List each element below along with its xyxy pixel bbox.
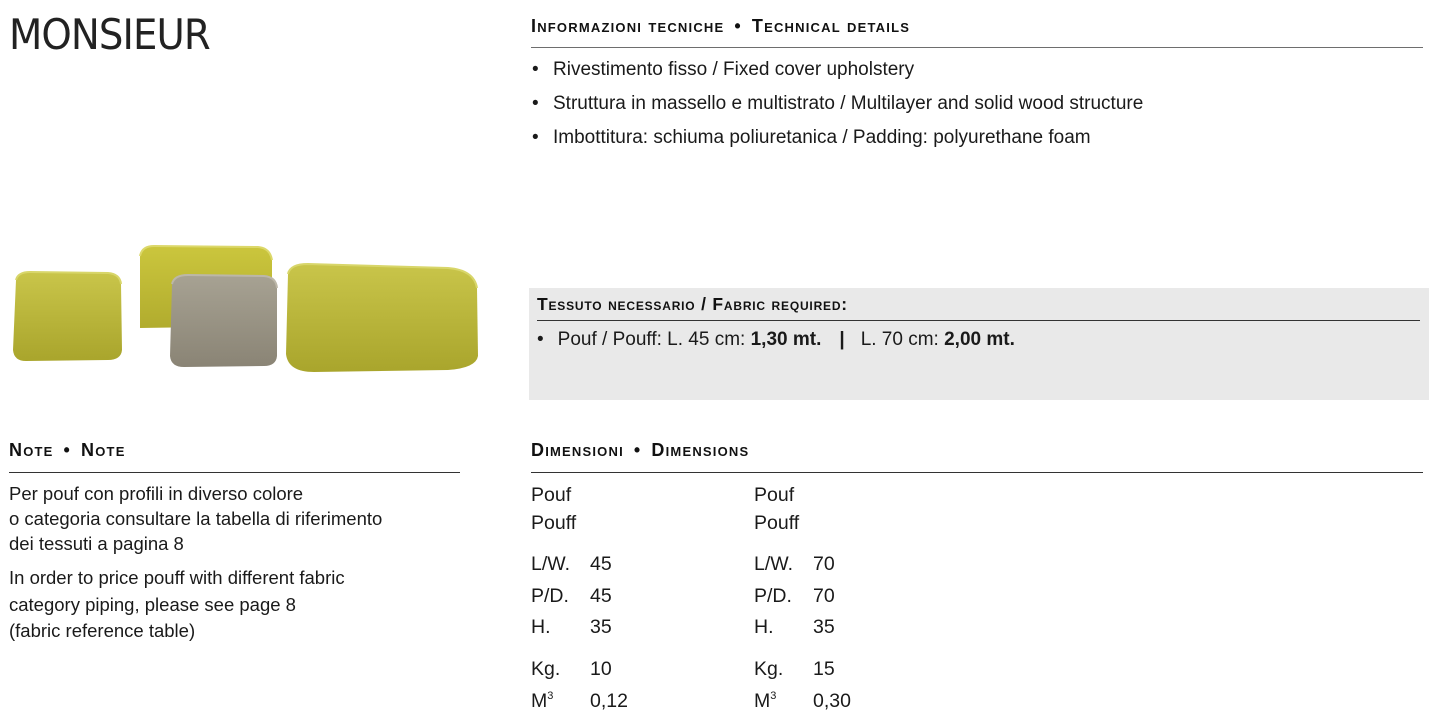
dim-value-pd: 70 <box>813 585 835 607</box>
dimensions-heading-en: Dimensions <box>651 440 750 460</box>
note-para-en <box>9 565 345 645</box>
tech-divider <box>531 47 1423 48</box>
dim-label-pd: P/D. <box>754 585 792 607</box>
dim-label-pd: P/D. <box>531 585 569 607</box>
fabric-heading: Tessuto necessario / Fabric required: <box>537 294 848 314</box>
separator-dot: • <box>63 440 72 460</box>
dim-value-kg: 15 <box>813 658 835 680</box>
note-line: In order to price pouff with different fabric <box>9 567 345 588</box>
dim-label-m3: $M^3$ <box>531 690 554 712</box>
tech-heading <box>531 16 910 37</box>
dim-label-kg: Kg. <box>531 658 561 680</box>
dim-value-m3: 0,30 <box>813 690 851 712</box>
note-heading-en: Note <box>81 440 126 460</box>
fabric-line <box>537 329 1015 351</box>
dim-value-lw: 70 <box>813 553 835 575</box>
dim-label-kg: Kg. <box>754 658 784 680</box>
note-line: dei tessuti a pagina 8 <box>9 533 184 554</box>
fabric-qty-70: 2,00 mt. <box>944 329 1015 350</box>
dim-name-it: Pouf <box>754 484 795 506</box>
dim-value-pd: 45 <box>590 585 612 607</box>
note-line: category piping, please see page 8 <box>9 593 296 615</box>
dim-value-h: 35 <box>813 616 835 638</box>
product-image <box>8 238 486 378</box>
note-line: o categoria consultare la tabella di riferimento <box>9 508 383 529</box>
tech-item: • Imbottitura: schiuma poliuretanica / Padding: polyurethane foam <box>531 127 1411 161</box>
dim-name-it: Pouf <box>531 484 572 506</box>
tech-list <box>531 59 1411 161</box>
tech-heading-en: Technical details <box>751 16 911 36</box>
dimension-column <box>754 484 954 724</box>
note-line: (fabric reference table) <box>9 620 196 641</box>
separator-dot: • <box>734 16 742 36</box>
pouf-group-illustration <box>8 238 486 378</box>
product-title: MONSIEUR <box>9 10 210 59</box>
dim-name-en: Pouff <box>754 512 800 534</box>
dim-label-lw: L/W. <box>531 553 571 575</box>
dimension-column <box>531 484 731 724</box>
fabric-qty-45: 1,30 mt. <box>750 329 822 350</box>
dimensions-heading-it: Dimensioni <box>531 440 624 460</box>
dimensions-divider <box>531 472 1423 473</box>
dim-label-m3: $M^3$ <box>754 690 777 712</box>
dim-name-en: Pouff <box>531 512 577 534</box>
note-line: Per pouf con profili in diverso colore <box>9 483 304 504</box>
fabric-mid: L. 70 cm: <box>860 329 945 350</box>
tech-item: • Rivestimento fisso / Fixed cover upholstery <box>531 59 1411 93</box>
dim-value-m3: 0,12 <box>590 690 628 712</box>
note-heading-it: Note <box>9 440 54 460</box>
fabric-prefix: Pouf / Pouff: L. 45 cm: <box>557 329 751 350</box>
dim-label-lw: L/W. <box>754 553 794 575</box>
dimensions-heading <box>531 440 749 461</box>
dim-label-h: H. <box>754 616 774 638</box>
bullet: • <box>537 329 544 350</box>
tech-heading-it: Informazioni tecniche <box>531 16 725 36</box>
dim-value-lw: 45 <box>590 553 612 575</box>
separator-dot: • <box>633 440 642 460</box>
note-para-it <box>9 481 382 556</box>
dim-label-h: H. <box>531 616 551 638</box>
dim-value-kg: 10 <box>590 658 612 680</box>
note-divider <box>9 472 460 473</box>
dim-value-h: 35 <box>590 616 612 638</box>
tech-item: • Struttura in massello e multistrato / Multilayer and solid wood structure <box>531 93 1411 127</box>
fabric-divider-bar: | <box>839 329 845 350</box>
note-heading <box>9 440 126 461</box>
fabric-divider <box>537 320 1420 321</box>
